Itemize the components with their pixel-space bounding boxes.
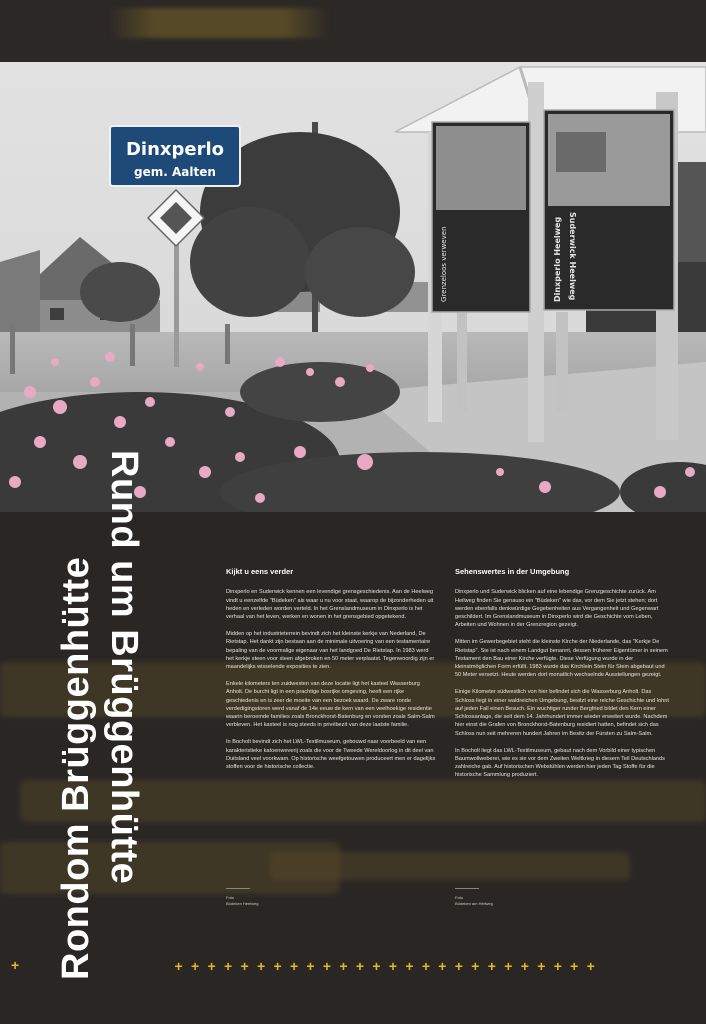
plus-marker-row [174, 959, 595, 973]
plus-marker: + [355, 958, 365, 974]
plus-marker: + [339, 958, 348, 974]
plus-marker: + [256, 958, 266, 974]
plus-marker: + [504, 958, 513, 974]
brush-stroke [270, 852, 630, 880]
german-heading: Sehenswertes in der Umgebung [455, 567, 570, 576]
dutch-paragraph: Dinxperlo en Suderwick kennen een levendige grensgeschiedenis. Aan de Heelweg vindt u eenzelfde "Büdeken" als waar u nu voor staat, waarop de bijzonderheden uit heden en verleden worden verteld. In het Grenslandmuseum in Dinxperlo is het verhaal van het leven, werken en wonen in het grensgebied opgetekend. [226, 589, 434, 621]
plus-marker: + [207, 958, 216, 974]
dutch-paragraph: In Bocholt bevindt zich het LWL-Textilmuseum, gebouwd naar voorbeeld van een karakteristieke katoenweverij zoals die voor de Tweede Wereldoorlog in dit deel van Duitsland veel voorkwam. Op historische weefgetouwen produceert men er dagelijks stoffen voor de historische collectie. [226, 739, 436, 771]
plus-marker: + [372, 958, 381, 974]
plus-marker: + [405, 958, 414, 974]
panel-right-title-de: Suderwick Heelweg [568, 212, 577, 301]
caption-label: Foto [455, 895, 464, 900]
german-paragraph: Mitten im Gewerbegebiet steht die kleinste Kirche der Niederlande, das "Kerkje De Rietstap". Sie ist nach einem Landgut benannt, dessen früherer Eigentümer in seinem Testament den Bau einer Kirche verfügte. Diese Verfügung wurde in der kleinstmöglichen Form erfüllt. 1983 wurde das Kirchlein Stein für Stein abgebaut und 50 Meter versetzt. Heute werden dort monatlich wechselnde Ausstellungen gezeigt. [455, 639, 668, 679]
plus-marker: + [224, 958, 233, 974]
street-photo [0, 62, 706, 512]
plus-marker: + [520, 958, 529, 974]
plus-marker: + [438, 958, 447, 974]
dutch-paragraph: Enkele kilometers ten zuidwesten van deze locatie ligt het kasteel Wasserburg Anholt. De burcht ligt in een prachtige bosrijke omgeving, heeft een rijke geschiedenis en is zeer de moeite van een bezoek waard. De zware ronde verdedigingstoren werd vanaf de 14e eeuw de kern van een veelhoekige residentie waarin beroemde families zoals Bronckhorst-Batenburg en vorsten zoals Salm-Salm verbleven. Het kasteel is nog steeds in privébezit van deze laatste familie. [226, 680, 435, 729]
panel-right-title: Dinxperlo Heelweg [553, 216, 562, 302]
plus-marker: + [306, 958, 315, 974]
caption-text: Büdeken am Heilweg [455, 901, 493, 906]
sign-name: Dinxperlo [125, 139, 225, 160]
plus-marker: + [553, 958, 562, 974]
plus-marker: + [388, 958, 398, 974]
top-band [0, 0, 706, 62]
dutch-paragraph: Midden op het industrieterrein bevindt zich het kleinste kerkje van Nederland, De Rietstap. Het dankt zijn bestaan aan de minimale uitvoering van een testamentaire bepaling van de voormalige eigenaar van het landgoed De Rietstap. In 1983 werd het kerkje steen voor steen afgebroken en 50 meter verplaatst. Tegenwoordig zijn er maandelijks wisselende exposities te zien. [226, 630, 435, 671]
plus-marker: + [421, 958, 430, 974]
german-paragraph: Einige Kilometer südwestlich von hier befindet sich die Wasserburg Anholt. Das Schloss liegt in einer waldreichen Umgebung, besitzt eine reiche Geschichte und lohnt auf jeden Fall einen Besuch. Ein wuchtiger runder Bergfried bildet den Kern einer Schlossanlage, die seit dem 14. Jahrhundert immer wieder erweitert wurde. Nachdem hier einst die Grafen von Bronckhorst-Batenburg residiert hatten, befindet sich das Schloss nun seit mehreren hundert Jahren im Besitz der Fürsten zu Salm-Salm. [455, 689, 669, 737]
caption-text: Büdeken Heelweg [226, 901, 259, 906]
plus-marker: + [273, 958, 282, 974]
plus-marker: + [487, 958, 496, 974]
caption-label: Foto [226, 895, 235, 900]
german-paragraph: Dinxperlo und Suderwick blicken auf eine lebendige Grenzgeschichte zurück. Am Heilweg finden Sie genauso ein "Büdeken" wie das, vor dem Sie jetzt stehen; dort werden ebenfalls denkwürdige Gegebenheiten aus Vergangenheit und Gegenwart geschildert. Im Grenslandmuseum in Dinxperlo wird die Geschichte vom Leben, Arbeiten und Wohnen in der Grenzregion gezeigt. [455, 589, 659, 629]
plus-marker: + [174, 958, 183, 974]
plus-marker: + [537, 958, 546, 974]
plus-marker: + [240, 958, 249, 974]
caption-rule [455, 888, 479, 889]
dutch-column [226, 568, 436, 780]
german-paragraph: In Bocholt liegt das LWL-Textilmuseum, gebaut nach dem Vorbild einer typischen Baumwollweberei, wie es sie vor dem Zweiten Weltkrieg in diesem Teil Deutschlands zahlreiche gab. Auf historischen Webstühlen werden hier jeden Tag Stoffe für die historische Sammlung produziert. [455, 747, 665, 779]
german-column [455, 568, 670, 788]
plus-marker: + [454, 958, 463, 974]
plus-marker: + [570, 958, 579, 974]
caption-rule [226, 888, 250, 889]
title-german: Rund um Brüggenhütte [103, 450, 145, 885]
title-dutch: Rondom Brüggenhütte [55, 556, 97, 980]
plus-marker: + [322, 958, 332, 974]
plus-marker: + [11, 957, 20, 973]
plus-marker: + [289, 958, 299, 974]
dutch-heading: Kijkt u eens verder [226, 567, 294, 576]
german-photo-caption [455, 888, 493, 907]
plus-marker: + [471, 958, 480, 974]
sign-sub: gem. Aalten [134, 165, 216, 179]
plus-marker: + [191, 958, 200, 974]
panel-left-title: Grenzeloos verweven [440, 226, 448, 302]
plus-marker: + [586, 958, 595, 974]
dutch-photo-caption [226, 888, 258, 907]
top-brush-stripe [108, 8, 330, 38]
